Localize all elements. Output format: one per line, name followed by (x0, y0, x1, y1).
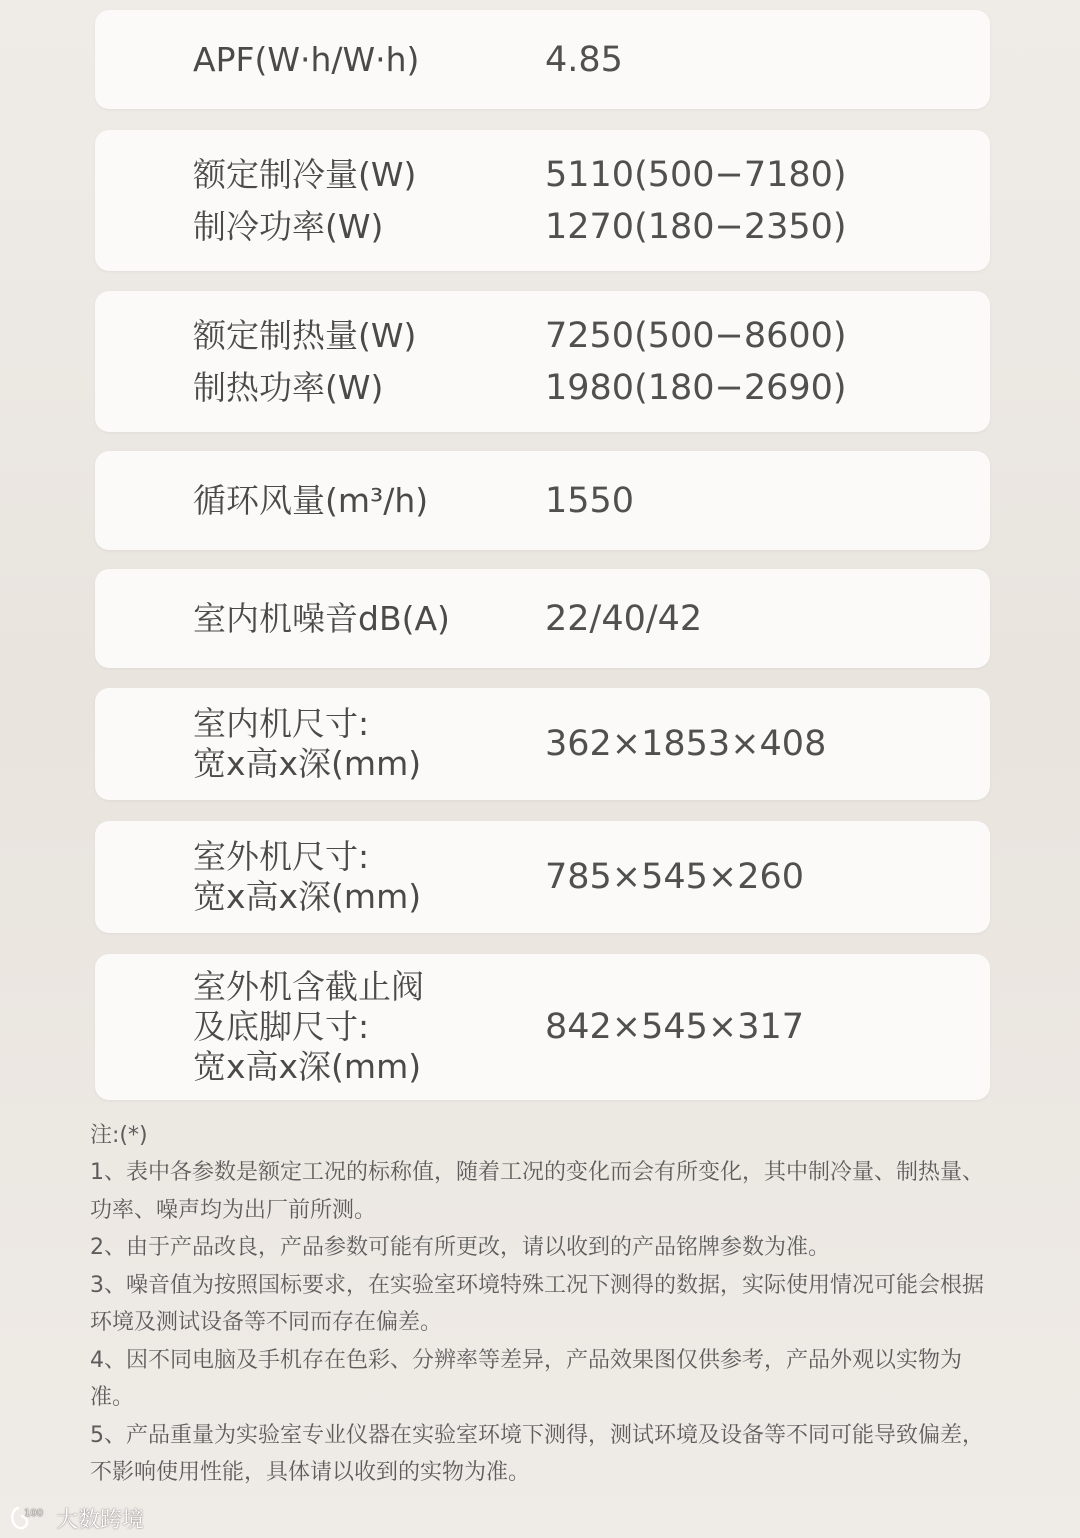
spec-card-cooling (95, 130, 990, 271)
spec-value: 362×1853×408 (545, 724, 827, 764)
spec-card-apf (95, 10, 990, 109)
spec-card-outdoor-size (95, 821, 990, 933)
spec-label: 额定制冷量(W) (193, 154, 417, 194)
spec-card-indoor-size (95, 688, 990, 800)
note-item: 3、噪音值为按照国标要求，在实验室环境特殊工况下测得的数据，实际使用情况可能会根据环境及测试设备等不同而存在偏差。 (90, 1272, 985, 1335)
spec-card-airflow (95, 451, 990, 550)
spec-label: 额定制热量(W) (193, 315, 417, 355)
spec-label: 循环风量(m³/h) (193, 480, 429, 520)
spec-value: 22/40/42 (545, 598, 703, 639)
spec-value: 842×545×317 (545, 1007, 805, 1047)
spec-value: 4.85 (545, 39, 623, 80)
spec-label: 宽x高x深(mm) (193, 877, 422, 916)
spec-label: 室外机含截止阀 (193, 967, 424, 1006)
spec-value: 1270(180−2350) (545, 206, 847, 247)
spec-label: 宽x高x深(mm) (193, 744, 422, 783)
spec-value: 785×545×260 (545, 857, 805, 897)
spec-label: 室内机噪音dB(A) (193, 598, 450, 638)
watermark (8, 1502, 144, 1534)
note-item: 4、因不同电脑及手机存在色彩、分辨率等差异，产品效果图仅供参考，产品外观以实物为准。 (90, 1347, 963, 1410)
spec-label: APF(W·h/W·h) (193, 39, 420, 79)
spec-label: 制热功率(W) (193, 367, 384, 407)
spec-card-heating (95, 291, 990, 432)
watermark-logo-icon (8, 1504, 50, 1532)
spec-card-outdoor-valve-size (95, 954, 990, 1100)
notes-section (90, 1118, 1000, 1492)
note-item: 2、由于产品改良，产品参数可能有所更改，请以收到的产品铭牌参数为准。 (90, 1235, 830, 1260)
spec-label: 室外机尺寸: (193, 837, 370, 876)
notes-title: 注:(*) (90, 1123, 148, 1148)
spec-card-noise (95, 569, 990, 668)
spec-label: 及底脚尺寸: (193, 1007, 370, 1046)
watermark-logo-text: 100 (24, 1508, 44, 1519)
spec-value: 7250(500−8600) (545, 315, 847, 356)
spec-value: 5110(500−7180) (545, 154, 847, 195)
watermark-text: 大数跨境 (56, 1507, 145, 1533)
spec-value: 1980(180−2690) (545, 367, 847, 408)
spec-label: 制冷功率(W) (193, 206, 384, 246)
note-item: 5、产品重量为实验室专业仪器在实验室环境下测得，测试环境及设备等不同可能导致偏差，不影响使用性能，具体请以收到的实物为准。 (90, 1422, 985, 1485)
spec-label: 宽x高x深(mm) (193, 1047, 422, 1086)
note-item: 1、表中各参数是额定工况的标称值，随着工况的变化而会有所变化，其中制冷量、制热量、功率、噪声均为出厂前所测。 (90, 1160, 985, 1223)
spec-value: 1550 (545, 480, 635, 521)
spec-label: 室内机尺寸: (193, 704, 370, 743)
